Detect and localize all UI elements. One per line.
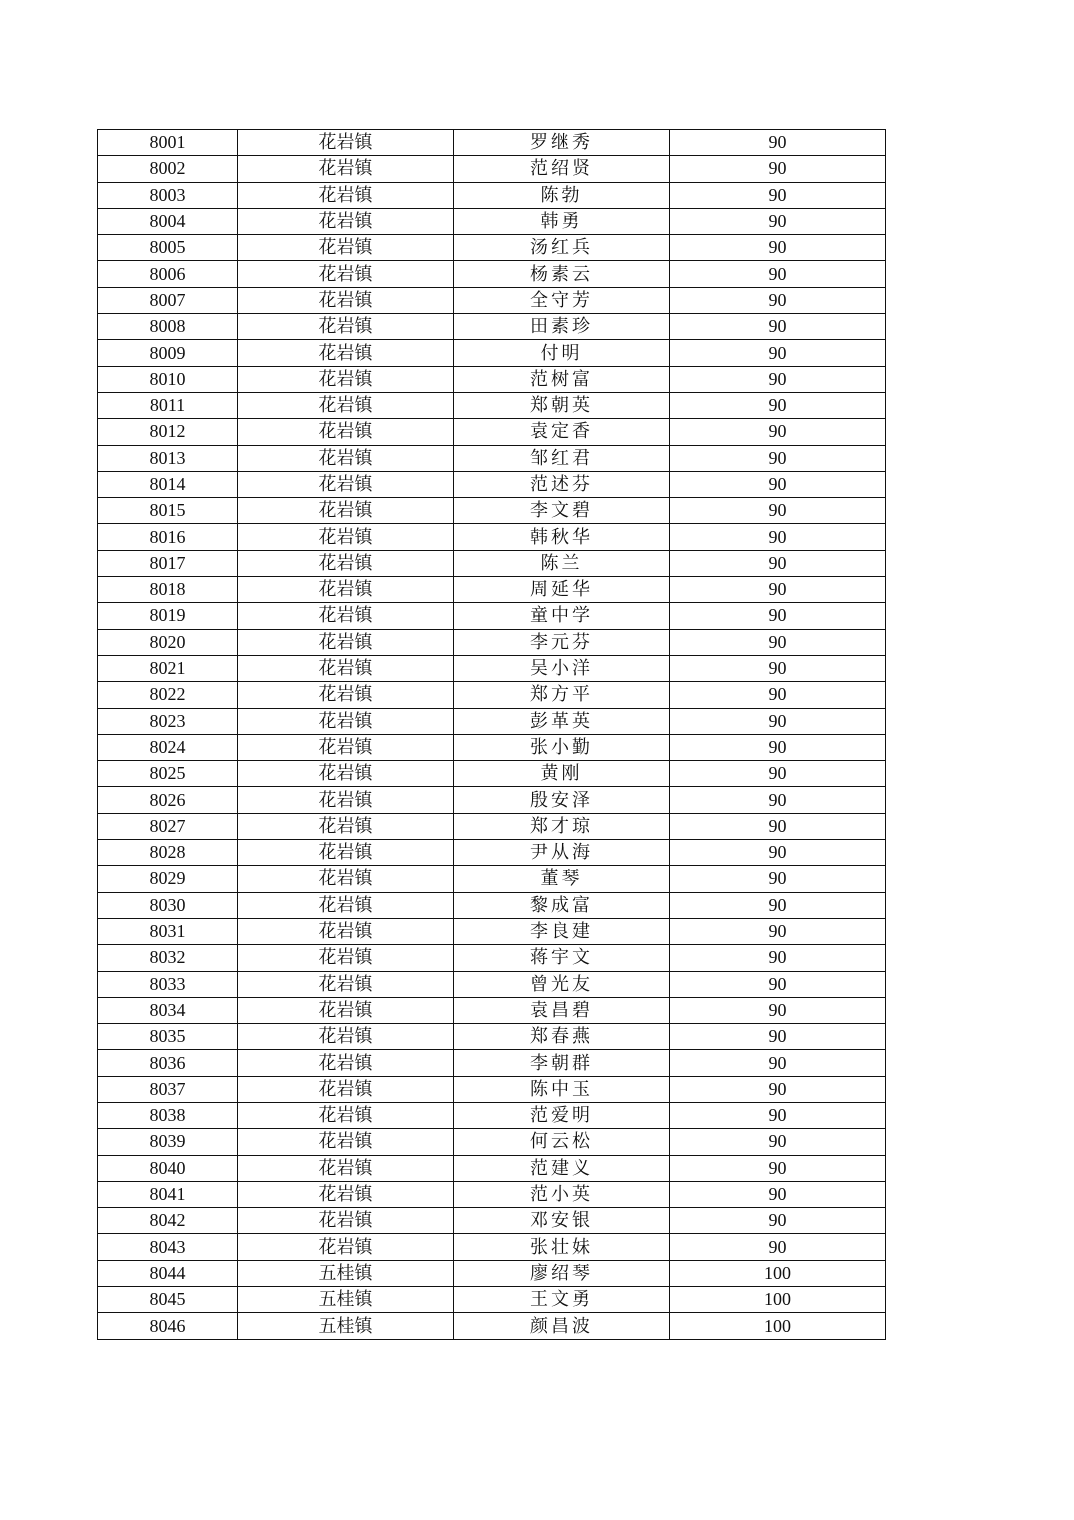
- cell-town: 花岩镇: [238, 1208, 454, 1234]
- table-row: [98, 261, 886, 287]
- cell-name: 韩秋华: [454, 524, 670, 550]
- cell-id: 8024: [98, 734, 238, 760]
- cell-id: 8019: [98, 603, 238, 629]
- cell-amount: 90: [670, 1129, 886, 1155]
- cell-town: 花岩镇: [238, 156, 454, 182]
- cell-town: 花岩镇: [238, 577, 454, 603]
- cell-town: 花岩镇: [238, 892, 454, 918]
- table-row: [98, 524, 886, 550]
- cell-name: 全守芳: [454, 287, 670, 313]
- cell-amount: 90: [670, 682, 886, 708]
- cell-name: 范述芬: [454, 471, 670, 497]
- cell-id: 8012: [98, 419, 238, 445]
- table-row: [98, 156, 886, 182]
- cell-town: 花岩镇: [238, 971, 454, 997]
- cell-amount: 90: [670, 787, 886, 813]
- cell-id: 8046: [98, 1313, 238, 1339]
- table-row: [98, 366, 886, 392]
- cell-name: 范树富: [454, 366, 670, 392]
- cell-town: 花岩镇: [238, 945, 454, 971]
- cell-id: 8040: [98, 1155, 238, 1181]
- table-row: [98, 1208, 886, 1234]
- cell-town: 花岩镇: [238, 445, 454, 471]
- cell-id: 8025: [98, 761, 238, 787]
- cell-town: 五桂镇: [238, 1260, 454, 1286]
- cell-amount: 90: [670, 997, 886, 1023]
- cell-id: 8020: [98, 629, 238, 655]
- cell-town: 花岩镇: [238, 813, 454, 839]
- cell-town: 花岩镇: [238, 419, 454, 445]
- cell-id: 8037: [98, 1076, 238, 1102]
- cell-name: 郑春燕: [454, 1024, 670, 1050]
- cell-town: 花岩镇: [238, 603, 454, 629]
- table-row: [98, 471, 886, 497]
- table-row: [98, 550, 886, 576]
- cell-amount: 100: [670, 1313, 886, 1339]
- table-row: [98, 130, 886, 156]
- table-row: [98, 734, 886, 760]
- cell-amount: 90: [670, 945, 886, 971]
- cell-amount: 90: [670, 445, 886, 471]
- cell-id: 8018: [98, 577, 238, 603]
- cell-amount: 90: [670, 182, 886, 208]
- table-row: [98, 445, 886, 471]
- table-row: [98, 866, 886, 892]
- cell-name: 邹红君: [454, 445, 670, 471]
- cell-id: 8043: [98, 1234, 238, 1260]
- cell-town: 花岩镇: [238, 261, 454, 287]
- cell-id: 8002: [98, 156, 238, 182]
- cell-amount: 90: [670, 708, 886, 734]
- table-row: [98, 997, 886, 1023]
- cell-id: 8005: [98, 235, 238, 261]
- table-row: [98, 655, 886, 681]
- cell-amount: 90: [670, 761, 886, 787]
- cell-town: 花岩镇: [238, 1050, 454, 1076]
- table-row: [98, 1102, 886, 1128]
- table-row: [98, 182, 886, 208]
- table-row: [98, 1234, 886, 1260]
- cell-amount: 90: [670, 655, 886, 681]
- cell-amount: 90: [670, 208, 886, 234]
- cell-amount: 90: [670, 971, 886, 997]
- cell-town: 花岩镇: [238, 734, 454, 760]
- cell-town: 花岩镇: [238, 1076, 454, 1102]
- cell-town: 花岩镇: [238, 1129, 454, 1155]
- cell-id: 8036: [98, 1050, 238, 1076]
- cell-amount: 90: [670, 1155, 886, 1181]
- cell-name: 周延华: [454, 577, 670, 603]
- cell-amount: 90: [670, 392, 886, 418]
- table-row: [98, 840, 886, 866]
- cell-amount: 90: [670, 340, 886, 366]
- table-row: [98, 892, 886, 918]
- cell-amount: 90: [670, 1234, 886, 1260]
- cell-town: 花岩镇: [238, 708, 454, 734]
- cell-id: 8038: [98, 1102, 238, 1128]
- cell-town: 花岩镇: [238, 1024, 454, 1050]
- cell-id: 8009: [98, 340, 238, 366]
- cell-id: 8007: [98, 287, 238, 313]
- cell-town: 花岩镇: [238, 208, 454, 234]
- cell-name: 罗继秀: [454, 130, 670, 156]
- table-row: [98, 340, 886, 366]
- table-row: [98, 629, 886, 655]
- table-row: [98, 1181, 886, 1207]
- cell-name: 范绍贤: [454, 156, 670, 182]
- cell-name: 张壮妹: [454, 1234, 670, 1260]
- cell-amount: 90: [670, 1102, 886, 1128]
- cell-name: 曾光友: [454, 971, 670, 997]
- table-row: [98, 813, 886, 839]
- cell-name: 李元芬: [454, 629, 670, 655]
- cell-amount: 90: [670, 550, 886, 576]
- cell-name: 袁昌碧: [454, 997, 670, 1023]
- cell-amount: 90: [670, 1181, 886, 1207]
- cell-name: 范爱明: [454, 1102, 670, 1128]
- cell-amount: 90: [670, 866, 886, 892]
- cell-id: 8021: [98, 655, 238, 681]
- table-row: [98, 1129, 886, 1155]
- cell-amount: 90: [670, 1208, 886, 1234]
- table-row: [98, 419, 886, 445]
- cell-name: 颜昌波: [454, 1313, 670, 1339]
- table-row: [98, 392, 886, 418]
- cell-name: 汤红兵: [454, 235, 670, 261]
- cell-town: 花岩镇: [238, 392, 454, 418]
- cell-name: 李良建: [454, 918, 670, 944]
- cell-id: 8017: [98, 550, 238, 576]
- cell-town: 花岩镇: [238, 182, 454, 208]
- table-row: [98, 787, 886, 813]
- cell-name: 吴小洋: [454, 655, 670, 681]
- cell-id: 8006: [98, 261, 238, 287]
- cell-name: 田素珍: [454, 314, 670, 340]
- cell-name: 王文勇: [454, 1287, 670, 1313]
- cell-id: 8010: [98, 366, 238, 392]
- cell-amount: 90: [670, 918, 886, 944]
- cell-id: 8034: [98, 997, 238, 1023]
- cell-amount: 100: [670, 1287, 886, 1313]
- cell-town: 花岩镇: [238, 682, 454, 708]
- cell-name: 郑方平: [454, 682, 670, 708]
- cell-amount: 90: [670, 603, 886, 629]
- cell-town: 花岩镇: [238, 287, 454, 313]
- cell-name: 袁定香: [454, 419, 670, 445]
- table-row: [98, 945, 886, 971]
- cell-name: 童中学: [454, 603, 670, 629]
- cell-amount: 90: [670, 813, 886, 839]
- cell-amount: 90: [670, 235, 886, 261]
- cell-town: 花岩镇: [238, 314, 454, 340]
- cell-amount: 90: [670, 840, 886, 866]
- cell-id: 8003: [98, 182, 238, 208]
- table-row: [98, 235, 886, 261]
- cell-id: 8028: [98, 840, 238, 866]
- cell-name: 张小勤: [454, 734, 670, 760]
- table-row: [98, 1155, 886, 1181]
- cell-amount: 90: [670, 629, 886, 655]
- table-row: [98, 971, 886, 997]
- cell-name: 廖绍琴: [454, 1260, 670, 1286]
- cell-amount: 90: [670, 366, 886, 392]
- cell-amount: 90: [670, 1024, 886, 1050]
- cell-name: 尹从海: [454, 840, 670, 866]
- cell-name: 付明: [454, 340, 670, 366]
- cell-town: 花岩镇: [238, 1102, 454, 1128]
- cell-name: 杨素云: [454, 261, 670, 287]
- cell-town: 花岩镇: [238, 340, 454, 366]
- cell-id: 8008: [98, 314, 238, 340]
- cell-town: 五桂镇: [238, 1287, 454, 1313]
- cell-town: 花岩镇: [238, 866, 454, 892]
- cell-amount: 90: [670, 130, 886, 156]
- cell-id: 8042: [98, 1208, 238, 1234]
- cell-amount: 90: [670, 471, 886, 497]
- cell-id: 8011: [98, 392, 238, 418]
- cell-name: 陈兰: [454, 550, 670, 576]
- cell-name: 范小英: [454, 1181, 670, 1207]
- roster-table-body: [98, 130, 886, 1340]
- table-row: [98, 1076, 886, 1102]
- cell-id: 8030: [98, 892, 238, 918]
- cell-town: 花岩镇: [238, 366, 454, 392]
- cell-name: 董琴: [454, 866, 670, 892]
- cell-town: 花岩镇: [238, 471, 454, 497]
- cell-town: 花岩镇: [238, 997, 454, 1023]
- table-row: [98, 1050, 886, 1076]
- table-row: [98, 314, 886, 340]
- cell-id: 8023: [98, 708, 238, 734]
- cell-name: 殷安泽: [454, 787, 670, 813]
- table-row: [98, 208, 886, 234]
- cell-town: 花岩镇: [238, 918, 454, 944]
- cell-id: 8022: [98, 682, 238, 708]
- cell-id: 8045: [98, 1287, 238, 1313]
- cell-amount: 90: [670, 1050, 886, 1076]
- table-row: [98, 708, 886, 734]
- roster-table: [97, 129, 886, 1340]
- cell-amount: 90: [670, 287, 886, 313]
- cell-id: 8031: [98, 918, 238, 944]
- table-row: [98, 1287, 886, 1313]
- cell-id: 8035: [98, 1024, 238, 1050]
- cell-name: 郑才琼: [454, 813, 670, 839]
- cell-amount: 90: [670, 419, 886, 445]
- cell-id: 8001: [98, 130, 238, 156]
- cell-id: 8014: [98, 471, 238, 497]
- cell-id: 8044: [98, 1260, 238, 1286]
- cell-id: 8016: [98, 524, 238, 550]
- cell-id: 8026: [98, 787, 238, 813]
- cell-town: 花岩镇: [238, 629, 454, 655]
- cell-amount: 90: [670, 892, 886, 918]
- cell-name: 李文碧: [454, 498, 670, 524]
- cell-id: 8013: [98, 445, 238, 471]
- table-row: [98, 1260, 886, 1286]
- cell-id: 8039: [98, 1129, 238, 1155]
- cell-amount: 90: [670, 156, 886, 182]
- cell-town: 花岩镇: [238, 787, 454, 813]
- cell-name: 韩勇: [454, 208, 670, 234]
- cell-town: 花岩镇: [238, 655, 454, 681]
- cell-amount: 90: [670, 1076, 886, 1102]
- cell-amount: 90: [670, 577, 886, 603]
- cell-id: 8015: [98, 498, 238, 524]
- cell-town: 花岩镇: [238, 524, 454, 550]
- table-row: [98, 287, 886, 313]
- cell-town: 花岩镇: [238, 235, 454, 261]
- cell-amount: 90: [670, 524, 886, 550]
- cell-name: 何云松: [454, 1129, 670, 1155]
- cell-name: 李朝群: [454, 1050, 670, 1076]
- cell-id: 8032: [98, 945, 238, 971]
- cell-name: 范建义: [454, 1155, 670, 1181]
- table-row: [98, 603, 886, 629]
- cell-town: 花岩镇: [238, 840, 454, 866]
- cell-amount: 90: [670, 734, 886, 760]
- table-row: [98, 577, 886, 603]
- table-row: [98, 1313, 886, 1339]
- table-row: [98, 1024, 886, 1050]
- cell-name: 彭革英: [454, 708, 670, 734]
- cell-town: 花岩镇: [238, 1234, 454, 1260]
- cell-town: 花岩镇: [238, 550, 454, 576]
- cell-name: 邓安银: [454, 1208, 670, 1234]
- cell-amount: 90: [670, 261, 886, 287]
- cell-name: 蒋宇文: [454, 945, 670, 971]
- cell-town: 花岩镇: [238, 498, 454, 524]
- table-row: [98, 682, 886, 708]
- table-row: [98, 918, 886, 944]
- cell-id: 8033: [98, 971, 238, 997]
- cell-id: 8029: [98, 866, 238, 892]
- cell-name: 黄刚: [454, 761, 670, 787]
- cell-name: 郑朝英: [454, 392, 670, 418]
- cell-amount: 90: [670, 314, 886, 340]
- cell-id: 8041: [98, 1181, 238, 1207]
- table-row: [98, 761, 886, 787]
- cell-town: 花岩镇: [238, 1181, 454, 1207]
- cell-town: 花岩镇: [238, 130, 454, 156]
- cell-name: 陈中玉: [454, 1076, 670, 1102]
- cell-name: 黎成富: [454, 892, 670, 918]
- cell-name: 陈勃: [454, 182, 670, 208]
- cell-id: 8027: [98, 813, 238, 839]
- cell-town: 五桂镇: [238, 1313, 454, 1339]
- cell-town: 花岩镇: [238, 1155, 454, 1181]
- cell-id: 8004: [98, 208, 238, 234]
- cell-amount: 100: [670, 1260, 886, 1286]
- table-row: [98, 498, 886, 524]
- cell-amount: 90: [670, 498, 886, 524]
- cell-town: 花岩镇: [238, 761, 454, 787]
